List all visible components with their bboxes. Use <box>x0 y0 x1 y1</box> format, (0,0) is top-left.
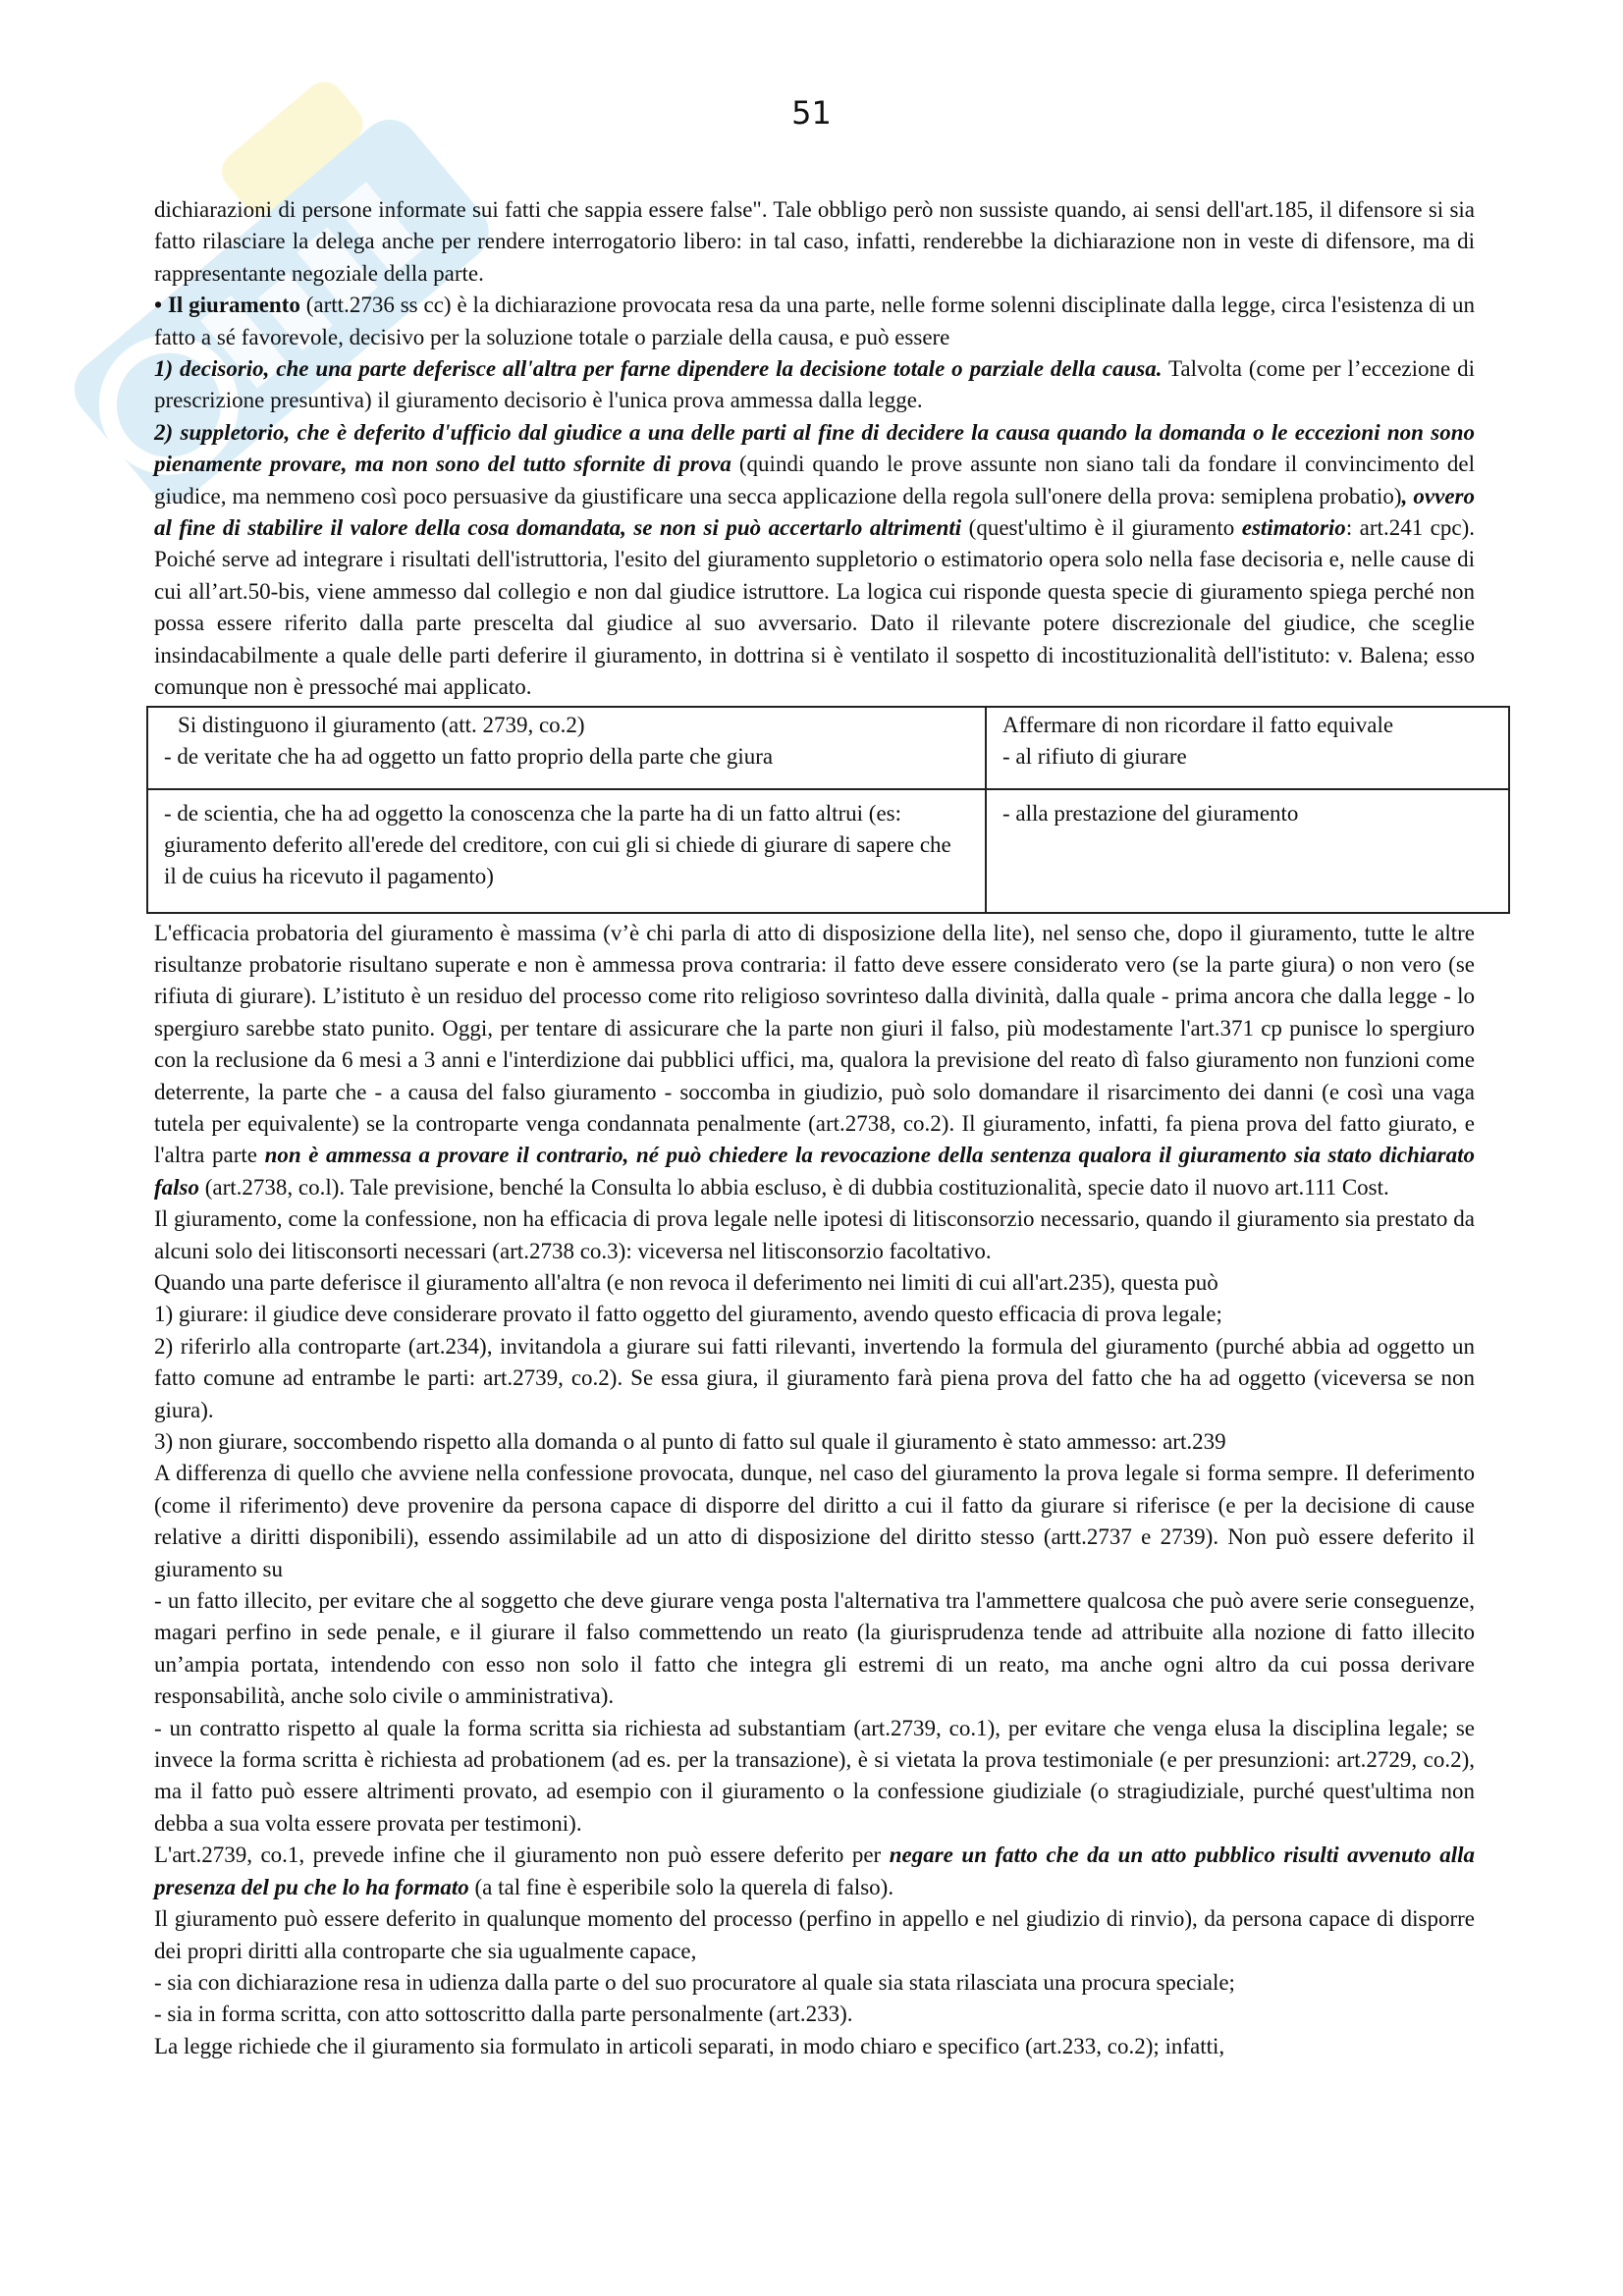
paragraph: Il giuramento può essere deferito in qualunque momento del processo (perfino in appello e nel giudizio di rinvio), da persona capace di disporre dei propri diritti alla controparte che sia ugualmente capace, <box>154 1906 1475 1963</box>
list-item: 2) riferirlo alla controparte (art.234), invitandola a giurare sui fatti rilevanti, invertendo la formula del giuramento (purché abbia ad oggetto un fatto comune ad entrambe le parti: art.2739, co.2). Se essa giura, il giuramento farà piena prova del fatto che ha ad oggetto (viceversa se non giura). <box>154 1333 1475 1422</box>
list-item: - sia con dichiarazione resa in udienza dalla parte o del suo procuratore al quale sia stata rilasciata una procura speciale; <box>154 1969 1235 1995</box>
paragraph: 1) decisorio, che una parte deferisce all'altra per farne dipendere la decisione totale o parziale della causa. Talvolta (come per l’eccezione di prescrizione presuntiva) il giuramento decisorio è l'unica prova ammessa dalla legge. <box>154 356 1476 413</box>
table-cell: - alla prestazione del giuramento <box>986 789 1509 913</box>
paragraph: A differenza di quello che avviene nella confessione provocata, dunque, nel caso del giuramento la prova legale si forma sempre. Il deferimento (come il riferimento) deve provenire da persona capace di disporre del diritto a cui il fatto da giurare si riferisce (e per la decisione di cause relative a diritti disponibili), essendo assimilabile ad un atto di disposizione del diritto stesso (artt.2737 e 2739). Non può essere deferito il giuramento su <box>154 1461 1475 1581</box>
table-row <box>147 707 1509 789</box>
paragraph: dichiarazioni di persone informate sui fatti che sappia essere false". Tale obbligo però non sussiste quando, ai sensi dell'art.185, il difensore si sia fatto rilasciare la delega anche per rendere interrogatorio libero: in tal caso, infatti, renderebbe la dichiarazione non in veste di difensore, ma di rappresentante negoziale della parte. <box>154 197 1475 286</box>
list-item: - sia in forma scritta, con atto sottoscritto dalla parte personalmente (art.233). <box>154 2002 853 2027</box>
list-item: 1) giurare: il giudice deve considerare provato il fatto oggetto del giuramento, avendo questo efficacia di prova legale; <box>154 1302 1222 1327</box>
list-item: - un contratto rispetto al quale la forma scritta sia richiesta ad substantiam (art.2739, co.1), per evitare che venga elusa la disciplina legale; se invece la forma scritta è richiesta ad probationem (ad es. per la transazione), è si vietata la prova testimoniale (e per presunzioni: art.2729, co.2), ma il fatto può essere altrimenti provato, ad esempio con il giuramento o la confessione giudiziale (o stragiudiziale, purché quest'ultima non debba a sua volta essere provata per testimoni). <box>154 1715 1475 1836</box>
paragraph: Quando una parte deferisce il giuramento all'altra (e non revoca il deferimento nei limiti di cui all'art.235), questa può <box>154 1269 1218 1295</box>
paragraph: L'efficacia probatoria del giuramento è massima (v’è chi parla di atto di disposizione della lite), nel senso che, dopo il giuramento, tutte le altre risultanze probatorie risultano superate e non è ammessa prova contraria: il fatto deve essere considerato vero (se la parte giura) o non vero (se rifiuta di giurare). L’istituto è un residuo del processo come rito religioso sovrinteso dalla divinità, dalla quale - prima ancora che dalla legge - lo spergiuro sarebbe stato punito. Oggi, per tentare di assicurare che la parte non giuri il falso, più modestamente l'art.371 cp punisce lo spergiuro con la reclusione da 6 mesi a 3 anni e l'interdizione dai pubblici uffici, ma, qualora la previsione del reato dì falso giuramento non funzioni come deterrente, la parte che - a causa del falso giuramento - soccomba in giudizio, può solo domandare il risarcimento dei danni (e così una vaga tutela per equivalente) se la controparte venga condannata penalmente (art.2738, co.2). Il giuramento, infatti, fa piena prova del fatto giurato, e l'altra parte non è ammessa a provare il contrario, né può chiedere la revocazione della sentenza qualora il giuramento sia stato dichiarato falso (art.2738, co.l). Tale previsione, benché la Consulta lo abbia escluso, è di dubbia costituzionalità, specie dato il nuovo art.111 Cost. <box>154 920 1476 1200</box>
emphasis: negare un fatto che da un atto pubblico risulti avvenuto alla presenza del pu che lo ha formato <box>154 1842 1475 1899</box>
emphasis: 2) suppletorio, che è deferito d'ufficio dal giudice a una delle parti al fine di decidere la causa quando la domanda o le eccezioni non sono pienamente provare, ma non sono del tutto sfornite di prova <box>154 419 1475 477</box>
paragraph: Il giuramento, come la confessione, non ha efficacia di prova legale nelle ipotesi di litisconsorzio necessario, quando il giuramento sia prestato da alcuni solo dei litisconsorti necessari (art.2738 co.3): viceversa nel litisconsorzio facoltativo. <box>154 1206 1475 1263</box>
paragraph: La legge richiede che il giuramento sia formulato in articoli separati, in modo chiaro e specifico (art.233, co.2); infatti, <box>154 2033 1225 2058</box>
table-row <box>147 789 1509 913</box>
document-body <box>154 194 1475 2062</box>
page-number: 51 <box>791 94 832 132</box>
table-cell: - de scientia, che ha ad oggetto la conoscenza che la parte ha di un fatto altrui (es: giuramento deferito all'erede del creditore, con cui gli si chiede di giurare di sapere che il de cuius ha ricevuto il pagamento) <box>147 789 986 913</box>
paragraph: L'art.2739, co.1, prevede infine che il giuramento non può essere deferito per negare un fatto che da un atto pubblico risulti avvenuto alla presenza del pu che lo ha formato (a tal fine è esperibile solo la querela di falso). <box>154 1842 1475 1899</box>
emphasis: estimatorio <box>1241 515 1346 541</box>
emphasis: 1) decisorio, che una parte deferisce all'altra per farne dipendere la decisione totale o parziale della causa. <box>154 356 1163 382</box>
emphasis: non è ammessa a provare il contrario, né può chiedere la revocazione della sentenza qualora il giuramento sia stato dichiarato falso <box>154 1143 1476 1200</box>
list-item: 3) non giurare, soccombendo rispetto alla domanda o al punto di fatto sul quale il giuramento è stato ammesso: art.239 <box>154 1429 1226 1454</box>
list-item: - un fatto illecito, per evitare che al soggetto che deve giurare venga posta l'alternativa tra l'ammettere qualcosa che può avere serie conseguenze, magari perfino in sede penale, e il giurare il falso commettendo un reato (la giurisprudenza tende ad attribuite alla nozione di fatto illecito un’ampia portata, intendendo con esso non solo il fatto che integra gli estremi di un reato, ma anche ogni altro da cui possa derivare responsabilità, anche solo civile o amministrativa). <box>154 1588 1475 1709</box>
paragraph: 2) suppletorio, che è deferito d'ufficio dal giudice a una delle parti al fine di decidere la causa quando la domanda o le eccezioni non sono pienamente provare, ma non sono del tutto sfornite di prova (quindi quando le prove assunte non siano tali da fondare il convincimento del giudice, ma nemmeno così poco persuasive da giustificare una secca applicazione della regola sull'onere della prova: semiplena probatio), ovvero al fine di stabilire il valore della cosa domandata, se non si può accertarlo altrimenti (quest'ultimo è il giuramento estimatorio: art.241 cpc). Poiché serve ad integrare i risultati dell'istruttoria, l'esito del giuramento suppletorio o estimatorio opera solo nella fase decisoria e, nelle cause di cui all’art.50-bis, viene ammesso dal collegio e non dal giudice istruttore. La logica cui risponde questa specie di giuramento spiega perché non possa essere riferito dalla parte prescelta dal giudice al suo avversario. Dato il rilevante potere discrezionale del giudice, che sceglie insindacabilmente a quale delle parti deferire il giuramento, in dottrina si è ventilato il sospetto di incostituzionalità dell'istituto: v. Balena; esso comunque non è pressoché mai applicato. <box>154 419 1475 700</box>
giuramento-table <box>146 706 1510 914</box>
table-cell: Affermare di non ricordare il fatto equivale - al rifiuto di giurare <box>986 707 1509 789</box>
section-heading: • Il giuramento <box>154 293 300 318</box>
paragraph: • Il giuramento (artt.2736 ss cc) è la dichiarazione provocata resa da una parte, nelle forme solenni disciplinate dalla legge, circa l'esistenza di un fatto a sé favorevole, decisivo per la soluzione totale o parziale della causa, e può essere <box>154 293 1475 349</box>
emphasis: , ovvero al fine di stabilire il valore della cosa domandata, se non si può accertarlo altrimenti <box>154 483 1475 541</box>
table-cell: Si distinguono il giuramento (att. 2739, co.2) - de veritate che ha ad oggetto un fatto proprio della parte che giura <box>147 707 986 789</box>
